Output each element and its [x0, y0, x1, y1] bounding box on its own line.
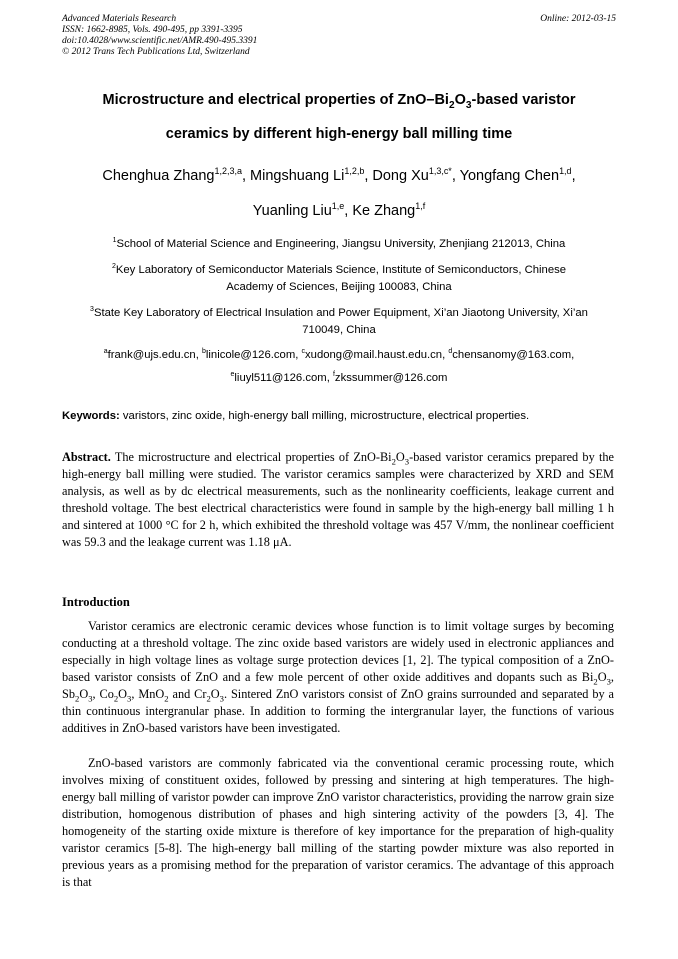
online-date: Online: 2012-03-15	[540, 14, 616, 24]
paper-title-line-1: Microstructure and electrical properties of ZnO–$Bi_2O_3$-based varistor	[102, 92, 576, 111]
copyright-line: © 2012 Trans Tech Publications Ltd, Switzerland	[62, 47, 250, 57]
affiliation-2: $^2$Key Laboratory of Semiconductor Materials Science, Institute of Semiconductors, Chinese Academy of Sciences, Beijing 100083, China	[111, 263, 567, 293]
issn-line: ISSN: 1662-8985, Vols. 490-495, pp 3391-3395	[62, 25, 243, 35]
author-list-line-2: Yuanling Liu$^{1,e}$, Ke Zhang$^{1,f}$	[252, 201, 426, 219]
affiliation-1: $^1$School of Material Science and Engineering, Jiangsu University, Zhenjiang 212013, China	[112, 237, 566, 250]
section-heading-introduction: Introduction	[62, 595, 130, 609]
doi-line: doi:10.4028/www.scientific.net/AMR.490-495.3391	[62, 36, 258, 46]
intro-paragraph-1: Varistor ceramics are electronic ceramic devices whose function is to limit voltage surges by becoming conducting at a threshold voltage. The zinc oxide based varistors are widely used in electronic appliances and especially in high voltage lines as voltage surge protection devices [1, 2]. The typical composition of a ZnO-based varistor consists of ZnO and a few mole percent of other oxide additives and dopants such as $Bi_2O_3$, $Sb_2O_3$, $Co_2O_3$, MnO$_2$ and $Cr_2O_3$. Sintered ZnO varistors consist of ZnO grains surrounded and separated by a thin continuous intergranular phase. In addition to forming the intergranular layer, the functions of various additives in ZnO-based varistors have been investigated.	[62, 619, 614, 735]
intro-paragraph-2: ZnO-based varistors are commonly fabricated via the conventional ceramic processing route, which involves mixing of constituent oxides, followed by pressing and sintering at high temperatures. The high-energy ball milling of varistor powder can improve ZnO varistor characteristics, providing the narrow grain size distribution, homogenous distribution of phases and high sintering activity of the powders [3, 4]. The homogeneity of the starting oxide mixture is therefore of key importance for the preparation of high-quality varistor ceramics [5-8]. The high-energy ball milling of the starting powder mixture was also reported in previous years as a promising method for the preparation of varistor ceramics. The advantage of this approach is that	[62, 756, 614, 889]
journal-header	[62, 14, 257, 58]
affiliation-3: $^3$State Key Laboratory of Electrical Insulation and Power Equipment, Xi’an Jiaotong University, Xi’an 710049, China	[90, 306, 588, 336]
paper-title-line-2: ceramics by different high-energy ball milling time	[165, 126, 513, 142]
email-list: $^a$frank@ujs.edu.cn, $^b$linicole@126.com, $^c$xudong@mail.haust.edu.cn, $^d$chensanomy@163.com, $^e$liuyl511@126.com, $^f$zkssummer@126.com	[103, 348, 575, 384]
keywords: Keywords: varistors, zinc oxide, high-energy ball milling, microstructure, electrical properties.	[62, 410, 530, 422]
journal-name: Advanced Materials Research	[62, 14, 177, 24]
abstract: Abstract. The microstructure and electrical properties of ZnO-$Bi_2O_3$-based varistor ceramics prepared by the high-energy ball milling were studied. The varistor ceramics samples were characterized by XRD and SEM analysis, as well as by dc electrical measurements, such as the nonlinearity coefficients, leakage current and threshold voltage. The best electrical characteristics were found in sample by the high-energy ball milling 1 h and sintered at 1000 °C for 2 h, which exhibited the threshold voltage was 457 V/mm, the nonlinear coefficient was 59.3 and the leakage current was 1.18 μA.	[62, 450, 614, 549]
author-list-line-1: Chenghua Zhang$^{1,2,3,a}$, Mingshuang Li$^{1,2,b}$, Dong $Xu^{1,3,c*}$, Yongfang Chen$^{1,d}$,	[102, 166, 576, 184]
